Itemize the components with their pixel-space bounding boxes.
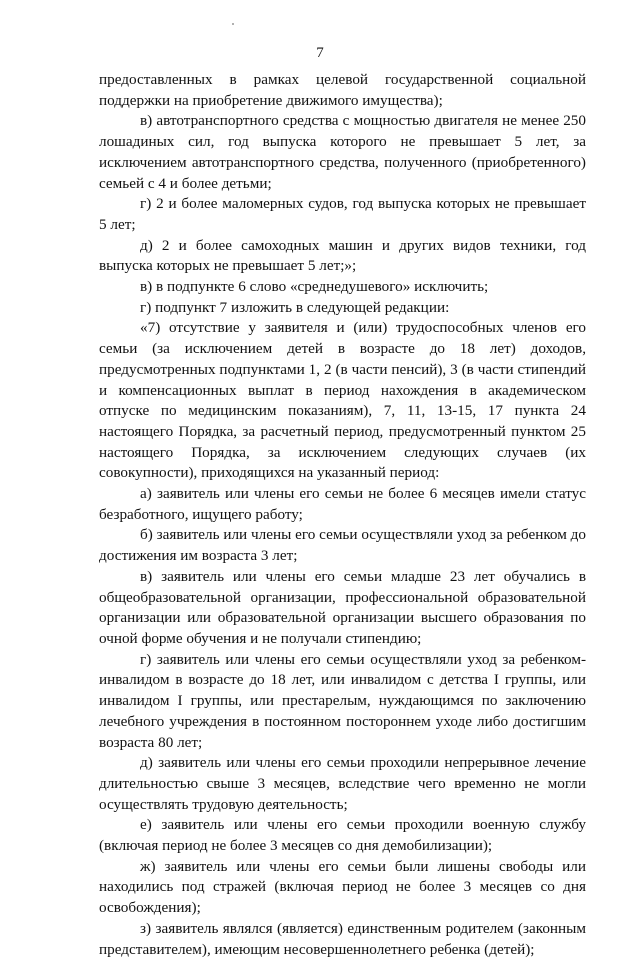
paragraph-case-g: г) заявитель или члены его семьи осуществляли уход за ребенком-инвалидом в возрасте до 18 лет, или инвалидом с детства I группы, или инвалидом I группы, или престарелым, нуждающимся по заключению лечебного учреждения в постоянном постороннем уходе либо достигшим возраста 80 лет; bbox=[99, 650, 586, 751]
paragraph-case-d: д) заявитель или члены его семьи проходили непрерывное лечение длительностью свыше 3 месяцев, вследствие чего временно не могли осуществлять трудовую деятельность; bbox=[99, 754, 586, 813]
paragraph-case-z: з) заявитель являлся (является) единственным родителем (законным представителем), имеющим несовершеннолетнего ребенка (детей); bbox=[99, 919, 586, 958]
paragraph-continuation: предоставленных в рамках целевой государственной социальной поддержки на приобретение движимого имущества); bbox=[99, 71, 586, 109]
paragraph-item-g-boats: г) 2 и более маломерных судов, год выпуска которых не превышает 5 лет; bbox=[99, 195, 586, 233]
paragraph-case-a: а) заявитель или члены его семьи не более 6 месяцев имели статус безработного, ищущего работу; bbox=[99, 485, 586, 523]
paragraph-case-v: в) заявитель или члены его семьи младше 23 лет обучались в общеобразовательной организации, профессиональной образовательной организации или образовательной организации высшего образования по очной форме обучения и не получали стипендию; bbox=[99, 567, 586, 647]
paragraph-case-b: б) заявитель или члены его семьи осуществляли уход за ребенком до достижения им возраста 3 лет; bbox=[99, 526, 586, 565]
paragraph-item-d-machines: д) 2 и более самоходных машин и других видов техники, год выпуска которых не превышает 5 лет;»; bbox=[99, 236, 586, 275]
paragraph-item-v-vehicle: в) автотранспортного средства с мощностью двигателя не менее 250 лошадиных сил, год выпуска которого не превышает 5 лет, за исключением автотранспортного средства, полученного (приобретенного) семьей с 4 и более детьми; bbox=[99, 112, 586, 192]
page-number: 7 bbox=[316, 45, 324, 61]
scan-artifact-dot bbox=[232, 23, 234, 25]
paragraph-case-zh: ж) заявитель или члены его семьи были лишены свободы или находились под стражей (включая период не более 3 месяцев со дня освобождения); bbox=[99, 857, 586, 917]
paragraph-subpoint-6: в) в подпункте 6 слово «среднедушевого» исключить; bbox=[140, 278, 489, 296]
paragraph-subpoint-7-intro: г) подпункт 7 изложить в следующей редакции: bbox=[140, 298, 450, 316]
paragraph-case-e: е) заявитель или члены его семьи проходили военную службу (включая период не более 3 месяцев со дня демобилизации); bbox=[99, 816, 586, 855]
document-body bbox=[99, 70, 586, 960]
paragraph-subpoint-7-text: «7) отсутствие у заявителя и (или) трудоспособных членов его семьи (за исключением детей в возрасте до 18 лет) доходов, предусмотренных подпунктами 1, 2 (в части пенсий), 3 (в части стипендий и компенсационных выплат в период нахождения в академическом отпуске по медицинским показаниям), 7, 11, 13-15, 17 пункта 24 настоящего Порядка, за расчетный период, предусмотренный пунктом 25 настоящего Порядка, за исключением следующих случаев (их совокупности), приходящихся на указанный период: bbox=[99, 319, 586, 482]
